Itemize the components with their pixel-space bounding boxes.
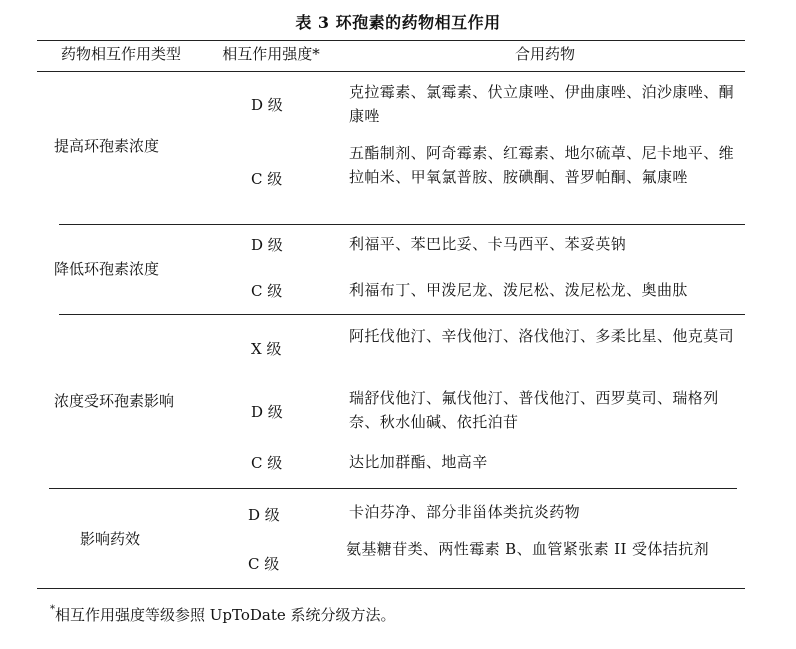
header-drugs: 合用药物: [514, 45, 575, 63]
category-decrease: 降低环孢素浓度: [54, 260, 160, 278]
level-cell: C 级: [251, 454, 283, 472]
group-rule: [49, 488, 737, 489]
drug-list: 克拉霉素、氯霉素、伏立康唑、伊曲康唑、泊沙康唑、酮康唑: [349, 83, 735, 125]
level-cell: D 级: [251, 236, 283, 254]
drug-list: 氨基糖苷类、两性霉素 B、血管紧张素 II 受体拮抗剂: [346, 540, 709, 558]
drug-list: 五酯制剂、阿奇霉素、红霉素、地尔硫䓬、尼卡地平、维拉帕米、甲氧氯普胺、胺碘酮、普罗帕酮、氟康唑: [349, 144, 735, 186]
drug-list: 阿托伐他汀、辛伐他汀、洛伐他汀、多柔比星、他克莫司: [349, 327, 735, 345]
header-type: 药物相互作用类型: [60, 45, 181, 63]
group-rule: [59, 224, 745, 225]
level-cell: D 级: [248, 506, 280, 524]
level-cell: C 级: [251, 170, 283, 188]
footnote-text: 相互作用强度等级参照 UpToDate 系统分级方法。: [55, 606, 396, 624]
drug-list: 瑞舒伐他汀、氟伐他汀、普伐他汀、西罗莫司、瑞格列奈、秋水仙碱、依托泊苷: [349, 389, 719, 431]
drug-list: 利福平、苯巴比妥、卡马西平、苯妥英钠: [349, 235, 627, 253]
group-rule: [59, 314, 745, 315]
table-title: 表 3 环孢素的药物相互作用: [295, 13, 501, 32]
drug-list: 达比加群酯、地高辛: [349, 453, 488, 471]
category-increase: 提高环孢素浓度: [54, 137, 160, 155]
bottom-rule: [37, 588, 745, 589]
drug-list: 卡泊芬净、部分非甾体类抗炎药物: [349, 503, 581, 521]
level-cell: D 级: [251, 403, 283, 421]
level-cell: X 级: [251, 340, 282, 358]
category-efficacy: 影响药效: [80, 530, 141, 548]
level-cell: C 级: [251, 282, 283, 300]
header-severity: 相互作用强度*: [222, 45, 320, 63]
drug-list: 利福布丁、甲泼尼龙、泼尼松、泼尼松龙、奥曲肽: [349, 281, 688, 299]
category-affected: 浓度受环孢素影响: [54, 392, 175, 410]
footnote-marker: *: [50, 604, 55, 615]
header-rule: [37, 71, 745, 72]
level-cell: C 级: [248, 555, 280, 573]
level-cell: D 级: [251, 96, 283, 114]
top-rule: [37, 40, 745, 41]
footnote: [50, 604, 396, 625]
